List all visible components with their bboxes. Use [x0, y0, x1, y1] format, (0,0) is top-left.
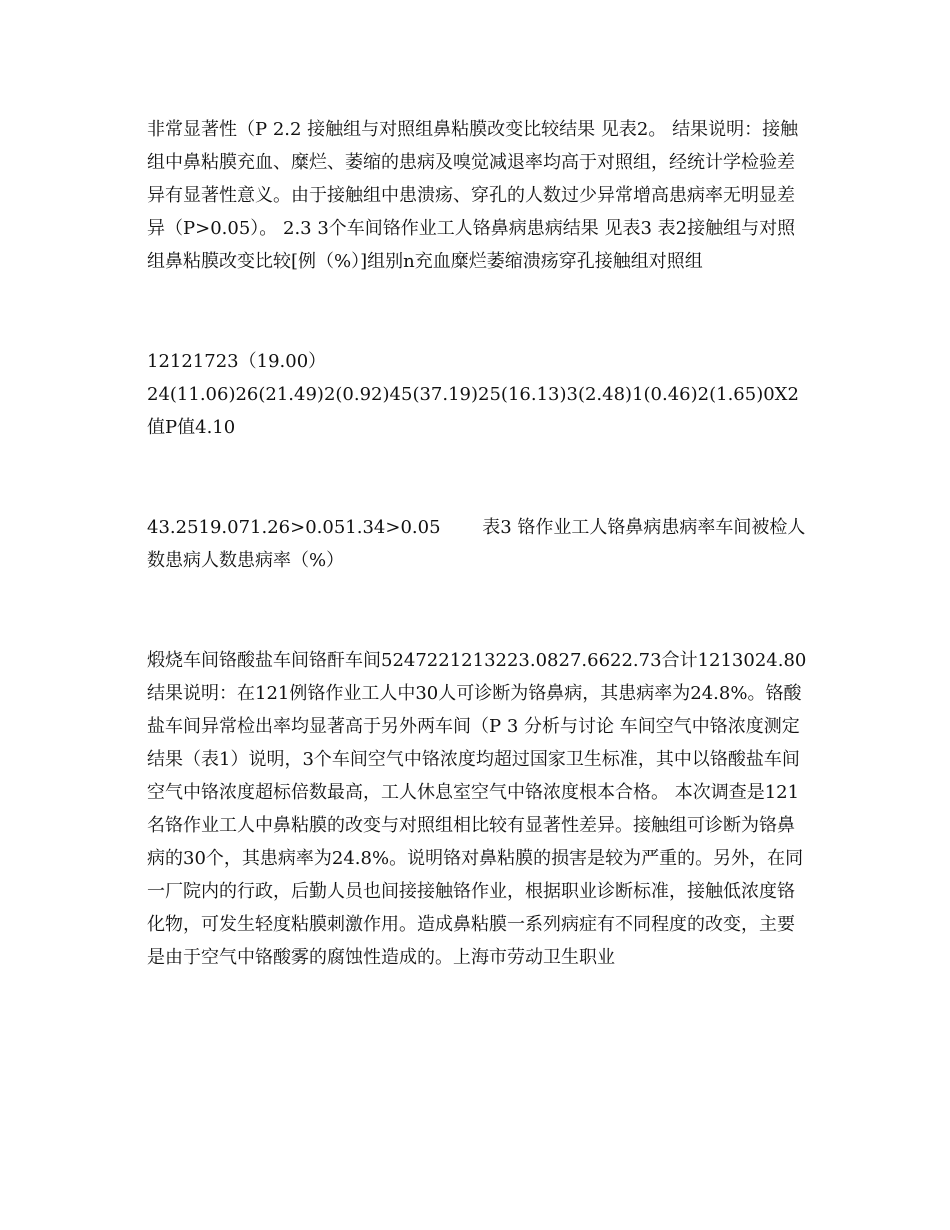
paragraph-table2-stats-table3-header: 43.2519.071.26>0.051.34>0.05 表3 铬作业工人铬鼻病患病率车间被检人数患病人数患病率（%） — [147, 517, 806, 571]
paragraph-gap — [147, 444, 807, 511]
paragraph-gap — [147, 577, 807, 644]
paragraph-gap — [147, 278, 807, 345]
paragraph-results-table2: 非常显著性（P 2.2 接触组与对照组鼻粘膜改变比较结果 见表2。 结果说明：接触组中鼻粘膜充血、糜烂、萎缩的患病及嗅觉减退率均高于对照组，经统计学检验差异有显著性意义。由于接触组中患溃疡、穿孔的人数过少异常增高患病率无明显差异（P>0.05）。 2.3 3个车间铬作业工人铬鼻病患病结果 见表3 表2接触组与对照组鼻粘膜改变比较[例（%）]组别n充血糜烂萎缩溃疡穿孔接触组对照组 — [147, 119, 799, 272]
paragraph-discussion: 煅烧车间铬酸盐车间铬酐车间5247221213223.0827.6622.73合计1213024.80 结果说明：在121例铬作业工人中30人可诊断为铬鼻病，其患病率为24.8%。铬酸盐车间异常检出率均显著高于另外两车间（P 3 分析与讨论 车间空气中铬浓度测定结果（表1）说明，3个车间空气中铬浓度均超过国家卫生标准，其中以铬酸盐车间空气中铬浓度超标倍数最高，工人休息室空气中铬浓度根本合格。 本次调查是121名铬作业工人中鼻粘膜的改变与对照组相比较有显著性差异。接触组可诊断为铬鼻病的30个，其患病率为24.8%。说明铬对鼻粘膜的损害是较为严重的。另外，在同一厂院内的行政，后勤人员也间接接触铬作业，根据职业诊断标准，接触低浓度铬化物，可发生轻度粘膜刺激作用。造成鼻粘膜一系列病症有不同程度的改变，主要是由于空气中铬酸雾的腐蚀性造成的。上海市劳动卫生职业 — [147, 650, 813, 968]
paragraph-table2-values: 12121723（19.00） 24(11.06)26(21.49)2(0.92)45(37.19)25(16.13)3(2.48)1(0.46)2(1.65)0X2值P值4.10 — [147, 351, 799, 438]
document-body — [147, 113, 813, 974]
